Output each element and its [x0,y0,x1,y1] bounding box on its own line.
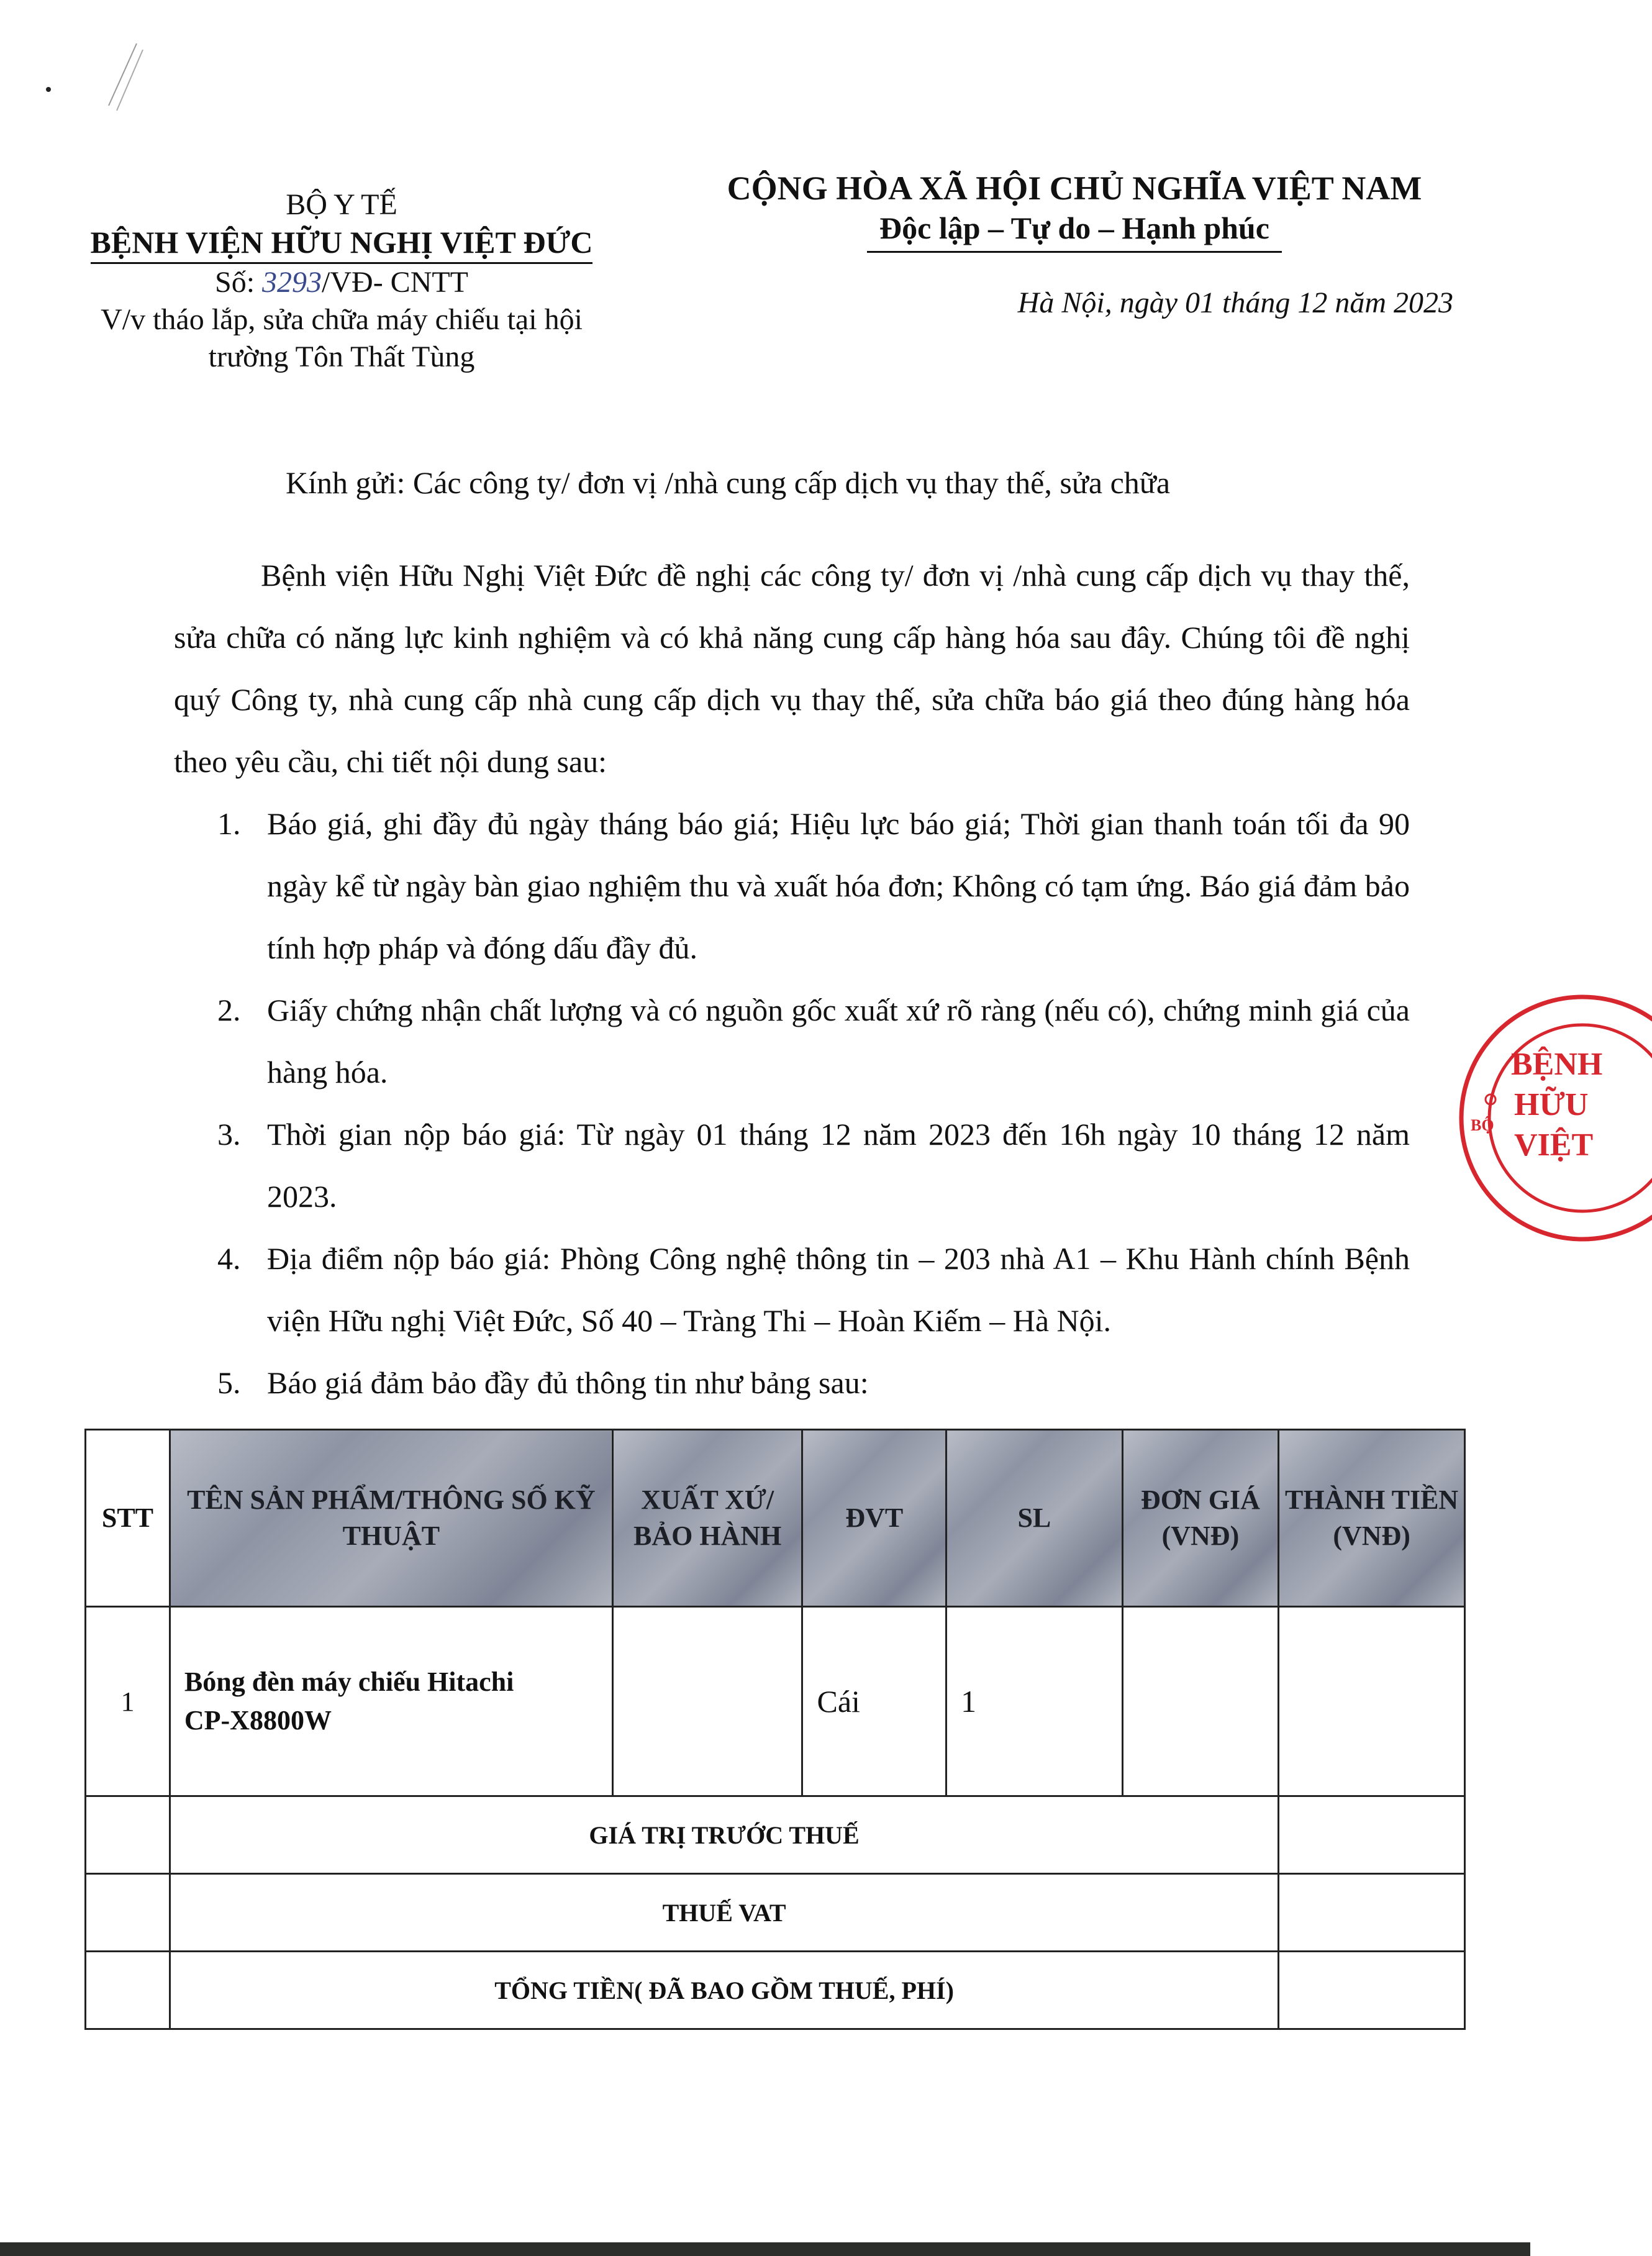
summary-label: TỔNG TIỀN( ĐÃ BAO GỒM THUẾ, PHÍ) [170,1952,1278,2029]
cell-product: Bóng đèn máy chiếu Hitachi CP-X8800W [170,1607,612,1796]
col-header-qty: SL [946,1430,1122,1607]
summary-blank [86,1796,170,1874]
recipient-line: Kính gửi: Các công ty/ đơn vị /nhà cung cấp dịch vụ thay thế, sửa chữa [286,465,1171,500]
national-heading [702,168,1447,253]
cell-total [1279,1607,1465,1796]
national-motto: Độc lập – Tự do – Hạnh phúc [867,209,1282,253]
list-item: 5. Báo giá đảm bảo đầy đủ thông tin như bảng sau: [217,1365,869,1400]
list-item: 1. Báo giá, ghi đầy đủ ngày tháng báo giá; Hiệu lực báo giá; Thời gian thanh toán tối đa 90 ngày kể từ ngày bàn giao nghiệm thu và xuất hóa đơn; Không có tạm ứng. Báo giá đảm bảo tính hợp pháp và đóng dấu đầy đủ. [217,806,1410,965]
cell-unit-price [1122,1607,1279,1796]
col-header-total: THÀNH TIỀN (VNĐ) [1279,1430,1465,1607]
summary-row [86,1952,1465,2029]
col-header-unit: ĐVT [802,1430,946,1607]
summary-value [1279,1796,1465,1874]
list-item: 4. Địa điểm nộp báo giá: Phòng Công nghệ thông tin – 203 nhà A1 – Khu Hành chính Bệnh viện Hữu nghị Việt Đức, Số 40 – Tràng Thi – Hoàn Kiếm – Hà Nội. [217,1241,1410,1338]
col-header-unit-price: ĐƠN GIÁ (VNĐ) [1122,1430,1279,1607]
cell-stt: 1 [86,1607,170,1796]
subject-line-2: trường Tôn Thất Tùng [208,340,475,373]
pen-mark-icon [37,37,161,118]
list-item: 2. Giấy chứng nhận chất lượng và có nguồn gốc xuất xứ rõ ràng (nếu có), chứng minh giá của hàng hóa. [217,993,1410,1089]
summary-row [86,1874,1465,1952]
quotation-table [84,1429,1466,2030]
country-name: CỘNG HÒA XÃ HỘI CHỦ NGHĨA VIỆT NAM [727,170,1422,207]
table-row [86,1607,1465,1796]
summary-value [1279,1952,1465,2029]
summary-value [1279,1874,1465,1952]
scan-edge-bar [0,2242,1530,2256]
cell-origin [612,1607,802,1796]
summary-label: GIÁ TRỊ TRƯỚC THUẾ [170,1796,1278,1874]
summary-row [86,1796,1465,1874]
col-header-stt: STT [86,1430,170,1607]
summary-blank [86,1952,170,2029]
intro-paragraph: Bệnh viện Hữu Nghị Việt Đức đề nghị các công ty/ đơn vị /nhà cung cấp dịch vụ thay thế, sửa chữa có năng lực kinh nghiệm và có khả năng cung cấp hàng hóa sau đây. Chúng tôi đề nghị quý Công ty, nhà cung cấp nhà cung cấp dịch vụ thay thế, sửa chữa báo giá theo đúng hàng hóa theo yêu cầu, chi tiết nội dung sau: [174,558,1410,779]
subject-line-1: V/v tháo lắp, sửa chữa máy chiếu tại hội [101,303,583,336]
summary-label: THUẾ VAT [170,1874,1278,1952]
stamp-side-text: BỘ [1471,1116,1494,1134]
cell-unit: Cái [802,1607,946,1796]
stamp-text-line-1: BỆNH [1511,1047,1603,1082]
requirements-list [217,793,1410,1414]
col-header-origin: XUẤT XỨ/ BẢO HÀNH [612,1430,802,1607]
list-item: 3. Thời gian nộp báo giá: Từ ngày 01 tháng 12 năm 2023 đến 16h ngày 10 tháng 12 năm 2023. [217,1117,1410,1214]
col-header-product: TÊN SẢN PHẨM/THÔNG SỐ KỸ THUẬT [170,1430,612,1607]
issue-date: Hà Nội, ngày 01 tháng 12 năm 2023 [1017,286,1453,319]
hospital-name: BỆNH VIỆN HỮU NGHỊ VIỆT ĐỨC [81,224,602,264]
red-seal-stamp [1391,988,1652,1249]
stamp-text-line-3: VIỆT [1514,1127,1594,1163]
cell-qty: 1 [946,1607,1122,1796]
document-number: Số: 3293/VĐ- CNTT [215,266,468,299]
ministry-name: BỘ Y TẾ [286,188,397,221]
summary-blank [86,1874,170,1952]
issuer-block [81,186,602,376]
stamp-text-line-2: HỮU [1514,1087,1589,1122]
table-header-row [86,1430,1465,1607]
